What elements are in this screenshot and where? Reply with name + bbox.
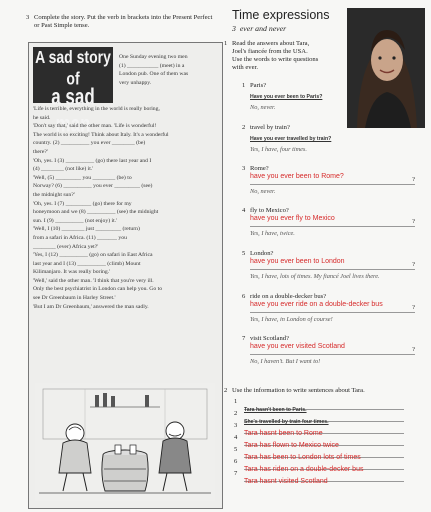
item-answer: No, I haven't. But I want to! (250, 358, 321, 365)
item-answer: Yes, I have, lots of times. My fiancé Joel lives there. (250, 273, 380, 280)
story-line: honeymoon and we (8) __________ (see) the midnight (33, 209, 159, 216)
instruction-line: Read the answers about Tara, (232, 40, 310, 47)
exercise-1-item (242, 82, 420, 112)
item-answer: No, never. (250, 104, 276, 111)
story-line: 'Well,' said the other man. 'I think that you're very ill. (33, 277, 154, 284)
exercise-2-row (234, 410, 404, 425)
item-answer: No, never. (250, 188, 276, 195)
story-body (33, 105, 219, 311)
exercise-number: 3 (26, 14, 30, 21)
story-box (28, 42, 223, 509)
exercise-1-item (242, 250, 420, 281)
story-line: sun. I (9) __________ (not enjoy) it.' (33, 217, 118, 224)
story-line: 'Life is terrible, everything in the world is really boring, (33, 106, 160, 112)
item-prompt: London? (250, 250, 274, 257)
story-line: Only the best psychiatrist in London can help you. Go to (33, 286, 163, 293)
story-line: he said. (33, 114, 51, 121)
exercise-1-item (242, 293, 420, 324)
item-answer: Yes, I have, twice. (250, 230, 295, 237)
story-line: 'Well, I (10) ________ just _________ (return) (33, 226, 140, 233)
subtitle-text: ever and never (239, 24, 287, 33)
item-prompt: travel by train? (250, 124, 290, 131)
item-question: have you ever visited Scotland (250, 343, 345, 350)
item-number: 6 (234, 458, 238, 465)
exercise-2-row[interactable] (234, 434, 404, 449)
subtitle-number: 3 (232, 24, 236, 33)
item-prompt: fly to Mexico? (250, 207, 289, 214)
story-intro (119, 53, 219, 87)
exercise-2-row[interactable] (234, 422, 404, 437)
item-number: 7 (242, 335, 246, 342)
item-answer: Tara hasnt been to Rome (244, 430, 323, 437)
story-title-line-2: a sad man (51, 84, 95, 137)
story-line: 'Don't say that,' said the other man. 'Life is wonderful! (33, 123, 157, 130)
item-answer: Tara hasn't been to Paris. (244, 407, 307, 413)
item-answer: Yes, I have, four times. (250, 146, 307, 153)
answer-line[interactable] (250, 215, 415, 227)
item-question: have you ever been to London (250, 258, 345, 265)
item-answer: She's travelled by train four times. (244, 419, 329, 425)
story-line: 'Well, (5) _________ you ________ (be) to (33, 174, 132, 181)
item-number: 1 (242, 82, 246, 89)
question-mark: ? (412, 304, 415, 311)
exercise-1-item (242, 207, 420, 238)
instruction-text: Use the information to write sentences about Tara. (232, 387, 365, 394)
item-number: 3 (234, 422, 238, 429)
item-question: Have you ever been to Paris? (250, 94, 323, 100)
question-mark: ? (412, 346, 415, 353)
story-line: last year and I (13) __________ (climb) Mount (33, 260, 141, 267)
story-line: 'Oh, yes. I (7) _________ (go) there for my (33, 200, 132, 207)
item-number: 4 (242, 207, 246, 214)
answer-line[interactable] (250, 258, 415, 270)
instruction-line: Joel's fiancée from the USA. (232, 48, 308, 55)
item-question: have you ever ride on a double-decker bus (250, 301, 383, 308)
item-question: have you ever been to Rome? (250, 173, 344, 180)
item-number: 3 (242, 165, 246, 172)
story-line: there?' (33, 148, 48, 155)
instruction-line: with ever. (232, 64, 259, 71)
answer-line[interactable] (250, 301, 415, 313)
item-answer: Tara hasnt visited Scotland (244, 478, 328, 485)
exercise-2-row[interactable] (234, 458, 404, 473)
story-line: 'Oh, yes. I (3) __________ (go) there last year and I (33, 157, 152, 164)
exercise-1-instruction (224, 40, 342, 72)
exercise-2-row (234, 398, 404, 413)
item-answer: Tara has riden on a double-decker bus (244, 466, 364, 473)
story-line: Kilimanjaro. It was really boring.' (33, 269, 111, 276)
exercise-2-row[interactable] (234, 446, 404, 461)
exercise-2-instruction (224, 387, 422, 395)
story-line: the midnight sun?' (33, 191, 75, 198)
instruction-text: Complete the story. Put the verb in brackets into the Present Perfect or Past Simple tense. (34, 14, 213, 29)
item-number: 4 (234, 434, 238, 441)
story-line: from a safari in Africa. (11) _______ you (33, 234, 127, 241)
exercise-number: 2 (224, 387, 228, 394)
story-line: One Sunday evening two men (119, 54, 188, 60)
item-question: have you ever fly to Mexico (250, 215, 335, 222)
item-number: 7 (234, 470, 238, 477)
exercise-1-item (242, 165, 420, 196)
question-mark: ? (412, 261, 415, 268)
story-line: (4) ________ (not like) it.' (33, 166, 94, 173)
item-number: 2 (234, 410, 238, 417)
answer-line[interactable] (250, 343, 415, 355)
item-prompt: Rome? (250, 165, 269, 172)
story-line: Norway? (6) __________ you ever _________ (see) (33, 183, 153, 190)
exercise-2-row[interactable] (234, 470, 404, 485)
item-number: 2 (242, 124, 246, 131)
section-title: Time expressions (232, 8, 330, 22)
story-line: very unhappy. (119, 79, 152, 86)
item-number: 6 (242, 293, 246, 300)
story-line: 'But I am Dr Greenbaum,' answered the man sadly. (33, 303, 149, 310)
item-prompt: Paris? (250, 82, 267, 89)
answer-line[interactable] (250, 173, 415, 185)
question-mark: ? (412, 218, 415, 225)
story-line: The world is so exciting! Think about Italy. It's a wonderful (33, 131, 169, 138)
story-line: see Dr Greenbaum in Harley Street.' (33, 295, 116, 302)
pub-cartoon-illustration (35, 383, 215, 501)
exercise-1-item (242, 335, 420, 366)
section-subtitle (232, 24, 286, 33)
item-answer: Tara has been to London lots of times (244, 454, 361, 461)
question-mark: ? (412, 176, 415, 183)
item-number: 5 (234, 446, 238, 453)
instruction-line: Use the words to write questions (232, 56, 319, 63)
item-question: Have you ever travelled by train? (250, 136, 332, 142)
story-line: London pub. One of them was (119, 71, 189, 78)
story-line: (1) ___________ (meet) in a (119, 62, 185, 69)
item-prompt: ride on a double-decker bus? (250, 293, 327, 300)
story-line: country. (2) __________ you ever ________ (be) (33, 140, 146, 147)
story-line: ________ (ever) Africa yet?' (33, 243, 99, 250)
item-answer: Yes, I have, in London of course! (250, 316, 333, 323)
exercise-3-instruction (26, 14, 214, 30)
item-number: 1 (234, 398, 238, 405)
item-prompt: visit Scotland? (250, 335, 290, 342)
story-line: 'Yes, I (12) __________ (go) on safari in East Africa (33, 252, 153, 259)
item-number: 5 (242, 250, 246, 257)
exercise-1-item (242, 124, 420, 154)
exercise-number: 1 (224, 40, 228, 47)
item-answer: Tara has flown to Mexico twice (244, 442, 339, 449)
story-title-line-1: A sad story of (35, 46, 111, 88)
